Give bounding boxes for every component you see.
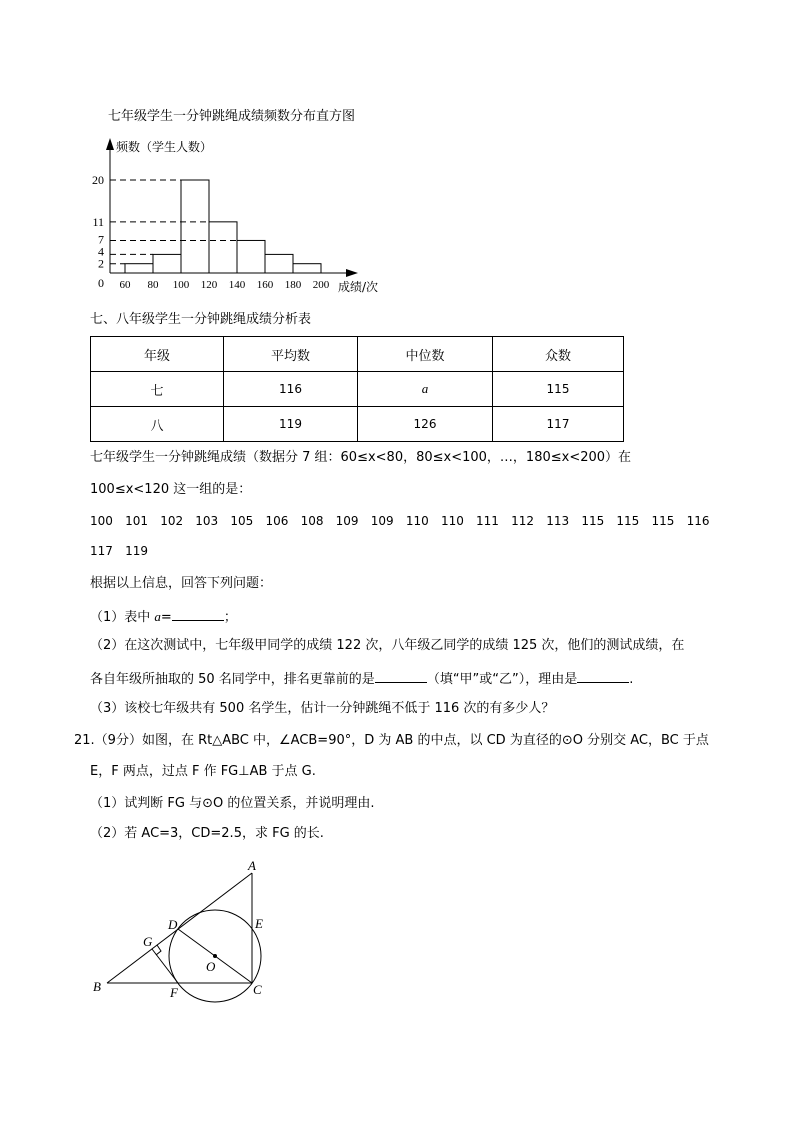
y-tick-label: 2 (98, 256, 104, 271)
x-tick-label: 100 (172, 279, 190, 291)
score-list (90, 514, 722, 528)
q2-text-b: （填“甲”或“乙”），理由是 (426, 672, 578, 687)
label-o: O (206, 959, 216, 974)
question-1 (90, 608, 237, 626)
cell: 126 (358, 407, 493, 442)
label-f: F (170, 985, 178, 1000)
data-description-2: 100≤x<120 这一组的是： (90, 482, 252, 497)
x-tick-label: 120 (200, 279, 218, 291)
histogram-bar (181, 180, 209, 273)
histogram-bar (265, 254, 293, 273)
score-value: 110 (440, 514, 464, 528)
header-cell: 中位数 (358, 337, 493, 372)
cell: 115 (493, 372, 624, 407)
label-g: G (143, 934, 153, 949)
cell: 七 (91, 372, 224, 407)
label-a: A (248, 858, 256, 873)
y-tick-label: 11 (92, 214, 104, 229)
x-tick-label: 160 (256, 279, 274, 291)
label-b: B (93, 979, 101, 994)
y-tick-label: 7 (98, 232, 104, 247)
label-e: E (255, 916, 263, 931)
header-cell: 年级 (91, 337, 224, 372)
question-2-line1: （2）在这次测试中，七年级甲同学的成绩 122 次，八年级乙同学的成绩 125 次，他们的测试成绩，在 (90, 638, 685, 653)
x-tick-label: 140 (228, 279, 246, 291)
score-value: 113 (546, 514, 570, 528)
header-cell: 平均数 (224, 337, 358, 372)
answer-blank[interactable] (577, 670, 629, 683)
analysis-table (90, 336, 624, 442)
problem-21-q1: （1）试判断 FG 与⊙O 的位置关系，并说明理由. (90, 796, 375, 811)
histogram-bar (153, 254, 181, 273)
cell: 116 (224, 372, 358, 407)
q1-var: a (154, 609, 161, 624)
score-value: 111 (476, 514, 499, 528)
y-tick-label: 0 (98, 276, 104, 290)
score-value: 115 (581, 514, 605, 528)
data-description: 七年级学生一分钟跳绳成绩（数据分 7 组：60≤x<80，80≤x<100，…，180≤x<200）在 (90, 450, 632, 465)
histogram-bar (209, 222, 237, 273)
histogram-bar (125, 264, 153, 273)
y-tick-label: 4 (98, 244, 104, 259)
x-tick-label: 80 (147, 279, 159, 291)
score-value: 119 (125, 544, 148, 558)
score-value: 105 (230, 514, 254, 528)
q1-prefix: （1）表中 (90, 610, 155, 625)
x-axis-arrow-icon (346, 269, 358, 277)
score-value: 101 (125, 514, 148, 528)
x-tick-label: 180 (284, 279, 302, 291)
question-3: （3）该校七年级共有 500 名学生，估计一分钟跳绳不低于 116 次的有多少人？ (90, 701, 555, 716)
cell: 119 (224, 407, 358, 442)
score-value: 112 (511, 514, 535, 528)
histogram-bar (293, 264, 321, 273)
y-axis-label: 频数（学生人数） (116, 140, 213, 154)
question-2-line2 (90, 670, 633, 688)
histogram-chart (0, 0, 794, 300)
y-tick-label: 20 (92, 173, 104, 187)
problem-21-q2: （2）若 AC=3，CD=2.5，求 FG 的长. (90, 826, 324, 841)
x-tick-label: 60 (119, 279, 131, 291)
chart-title: 七年级学生一分钟跳绳成绩频数分布直方图 (108, 109, 356, 124)
x-tick-label: 200 (312, 279, 330, 291)
table-row (91, 372, 624, 407)
y-axis-arrow-icon (106, 138, 114, 150)
segment-fg (152, 949, 178, 983)
center-point-o (213, 954, 217, 958)
table-title: 七、八年级学生一分钟跳绳成绩分析表 (90, 312, 312, 327)
header-cell: 众数 (493, 337, 624, 372)
q2-text-c: . (629, 672, 634, 687)
answer-blank[interactable] (172, 608, 224, 621)
table-header-row (91, 337, 624, 372)
score-value: 117 (90, 544, 113, 558)
answer-blank[interactable] (375, 670, 427, 683)
score-value: 116 (686, 514, 710, 528)
intro-text: 根据以上信息，回答下列问题： (90, 576, 273, 591)
table-row (91, 407, 624, 442)
score-value: 103 (195, 514, 219, 528)
score-value: 110 (405, 514, 429, 528)
q2-text-a: 各自年级所抽取的 50 名同学中，排名更靠前的是 (90, 672, 375, 687)
cell: a (358, 372, 493, 407)
label-d: D (168, 917, 178, 932)
score-list-2 (90, 544, 160, 558)
score-value: 115 (651, 514, 675, 528)
segment-dc (178, 929, 252, 983)
problem-21-line2: E，F 两点，过点 F 作 FG⊥AB 于点 G. (90, 764, 316, 779)
score-value: 106 (265, 514, 289, 528)
score-value: 108 (300, 514, 324, 528)
q1-end: ； (223, 610, 237, 625)
label-c: C (253, 982, 262, 997)
score-value: 100 (90, 514, 113, 528)
segment-ab (107, 873, 252, 983)
cell: 117 (493, 407, 624, 442)
right-angle-mark (156, 945, 161, 955)
score-value: 109 (335, 514, 359, 528)
q1-eq: = (160, 610, 172, 625)
cell: 八 (91, 407, 224, 442)
x-axis-label: 成绩/次 (338, 280, 379, 294)
circle-o (169, 910, 261, 1002)
score-value: 102 (160, 514, 184, 528)
histogram-bar (237, 240, 265, 273)
score-value: 109 (370, 514, 394, 528)
score-value: 115 (616, 514, 640, 528)
problem-21-line1: 21.（9分）如图，在 Rt△ABC 中，∠ACB=90°，D 为 AB 的中点，以 CD 为直径的⊙O 分别交 AC，BC 于点 (74, 733, 709, 748)
